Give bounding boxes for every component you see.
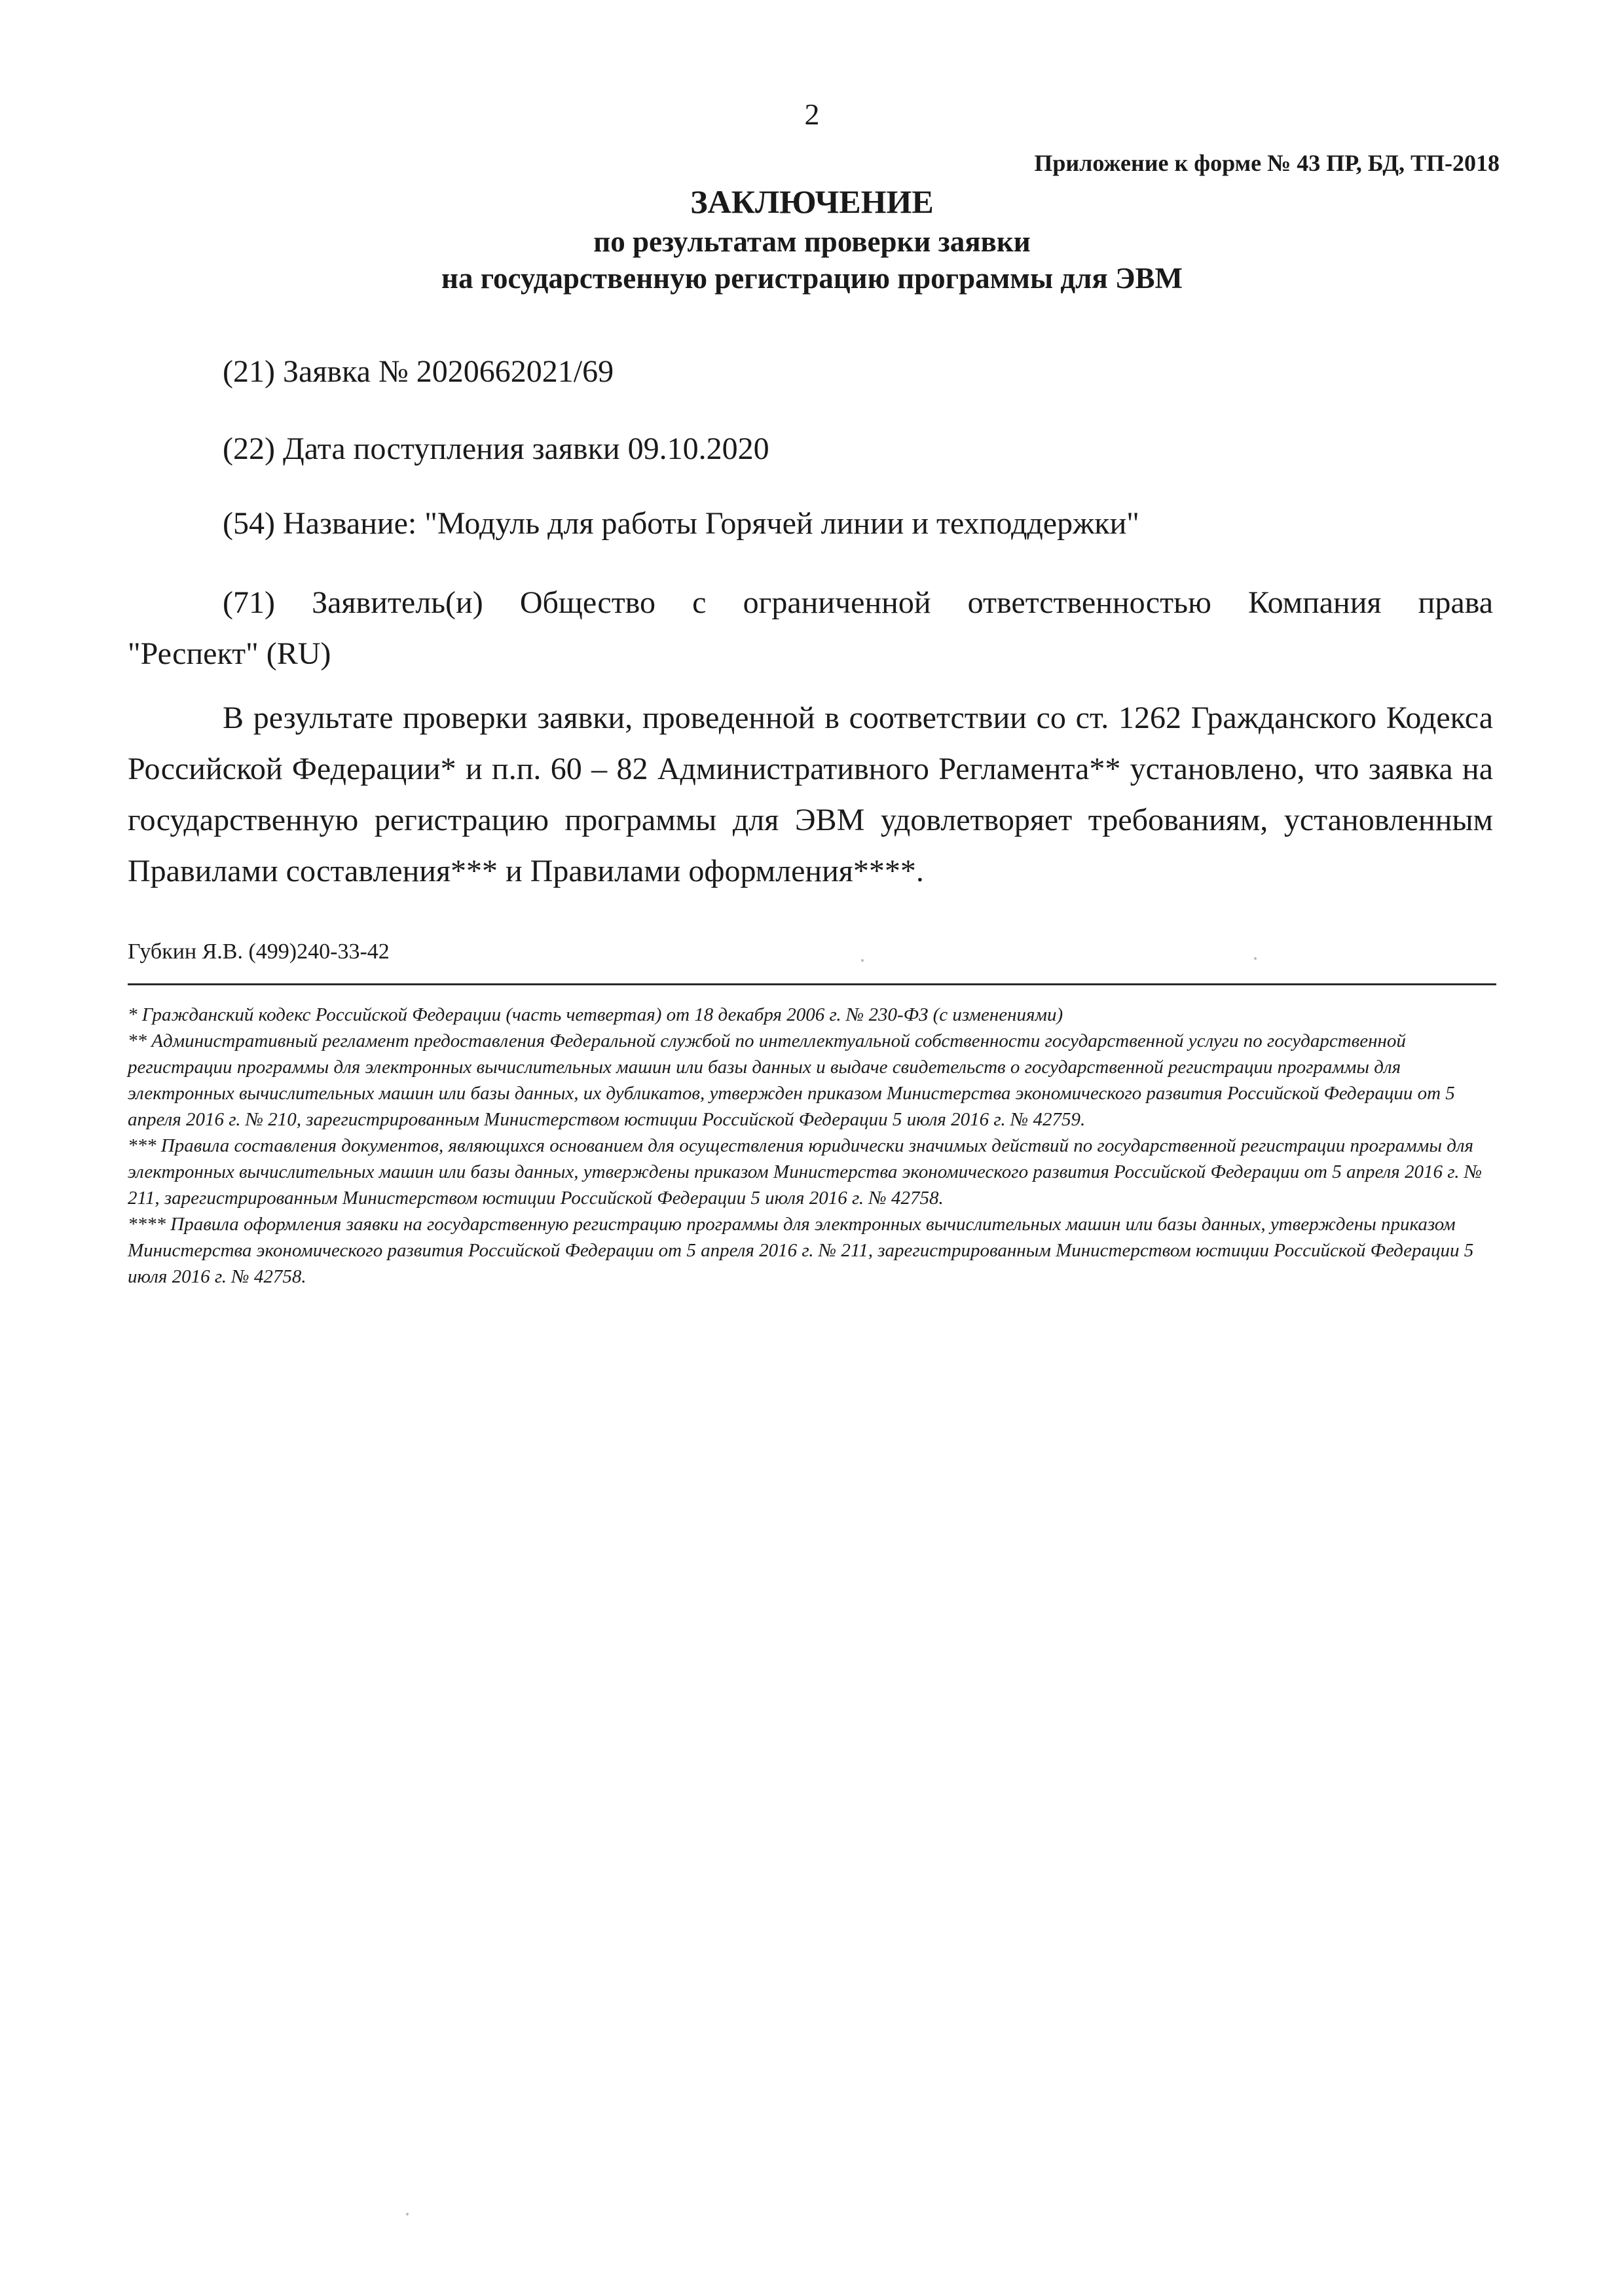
title-subtitle-1: по результатам проверки заявки [593,225,1031,258]
applicant-line-1: (71) Заявитель(и) Общество с ограниченной ответственностью Компания права [223,585,1493,620]
applicant-field [128,577,1493,680]
title-subtitle-2: на государственную регистрацию программы для ЭВМ [441,262,1183,295]
conclusion-paragraph: В результате проверки заявки, проведенной в соответствии со ст. 1262 Гражданского Кодекса Российской Федерации* и п.п. 60 – 82 Административного Регламента** установлено, что заявка на государственную регистрацию программы для ЭВМ удовлетворяет требованиям, установленным Правилами составления*** и Правилами оформления****. [128,701,1493,888]
examiner-contact: Губкин Я.В. (499)240-33-42 [128,939,390,964]
application-date-text: (22) Дата поступления заявки 09.10.2020 [223,431,769,466]
program-name-text: (54) Название: "Модуль для работы Горячей линии и техподдержки" [223,506,1139,541]
form-appendix-label: Приложение к форме № 43 ПР, БД, ТП-2018 [1034,150,1500,176]
application-number-text: (21) Заявка № 2020662021/69 [223,354,614,389]
footnote-1: * Гражданский кодекс Российской Федерации (часть четвертая) от 18 декабря 2006 г. № 230-ФЗ (с изменениями) [128,1004,1063,1025]
footnote-4: **** Правила оформления заявки на государственную регистрацию программы для электронных вычислительных машин или базы данных, утверждены приказом Министерства экономического развития Российской Федерации от 5 апреля 2016 г. № 211, зарегистрированным Министерством юстиции Российской Федерации 5 июля 2016 г. № 42758. [128,1214,1474,1287]
footnotes [128,1002,1496,1290]
page-number: 2 [804,98,820,131]
title-heading: ЗАКЛЮЧЕНИЕ [690,183,934,220]
scan-speck [406,2213,409,2215]
application-number-field [128,354,1493,390]
applicant-line-2: "Респект" (RU) [128,636,331,671]
application-date-field [128,431,1493,467]
footnote-2: ** Административный регламент предоставления Федеральной службой по интеллектуальной собственности государственной услуги по государственной регистрации программы для электронных вычислительных машин или базы данных и выдаче свидетельств о государственной регистрации программы для электронных вычислительных машин или базы данных, их дубликатов, утвержден приказом Министерства экономического развития Российской Федерации от 5 апреля 2016 г. № 210, зарегистрированным Министерством юстиции Российской Федерации 5 июля 2016 г. № 42759. [128,1030,1455,1130]
scan-speck [861,959,864,962]
document-title [0,180,1624,297]
program-name-field [128,505,1493,541]
scan-speck [1254,957,1257,960]
footnote-divider [128,983,1496,985]
footnote-3: *** Правила составления документов, являющихся основанием для осуществления юридически значимых действий по государственной регистрации программы для электронных вычислительных машин или базы данных, утверждены приказом Министерства экономического развития Российской Федерации от 5 апреля 2016 г. № 211, зарегистрированным Министерством юстиции Российской Федерации 5 июля 2016 г. № 42758. [128,1135,1483,1209]
